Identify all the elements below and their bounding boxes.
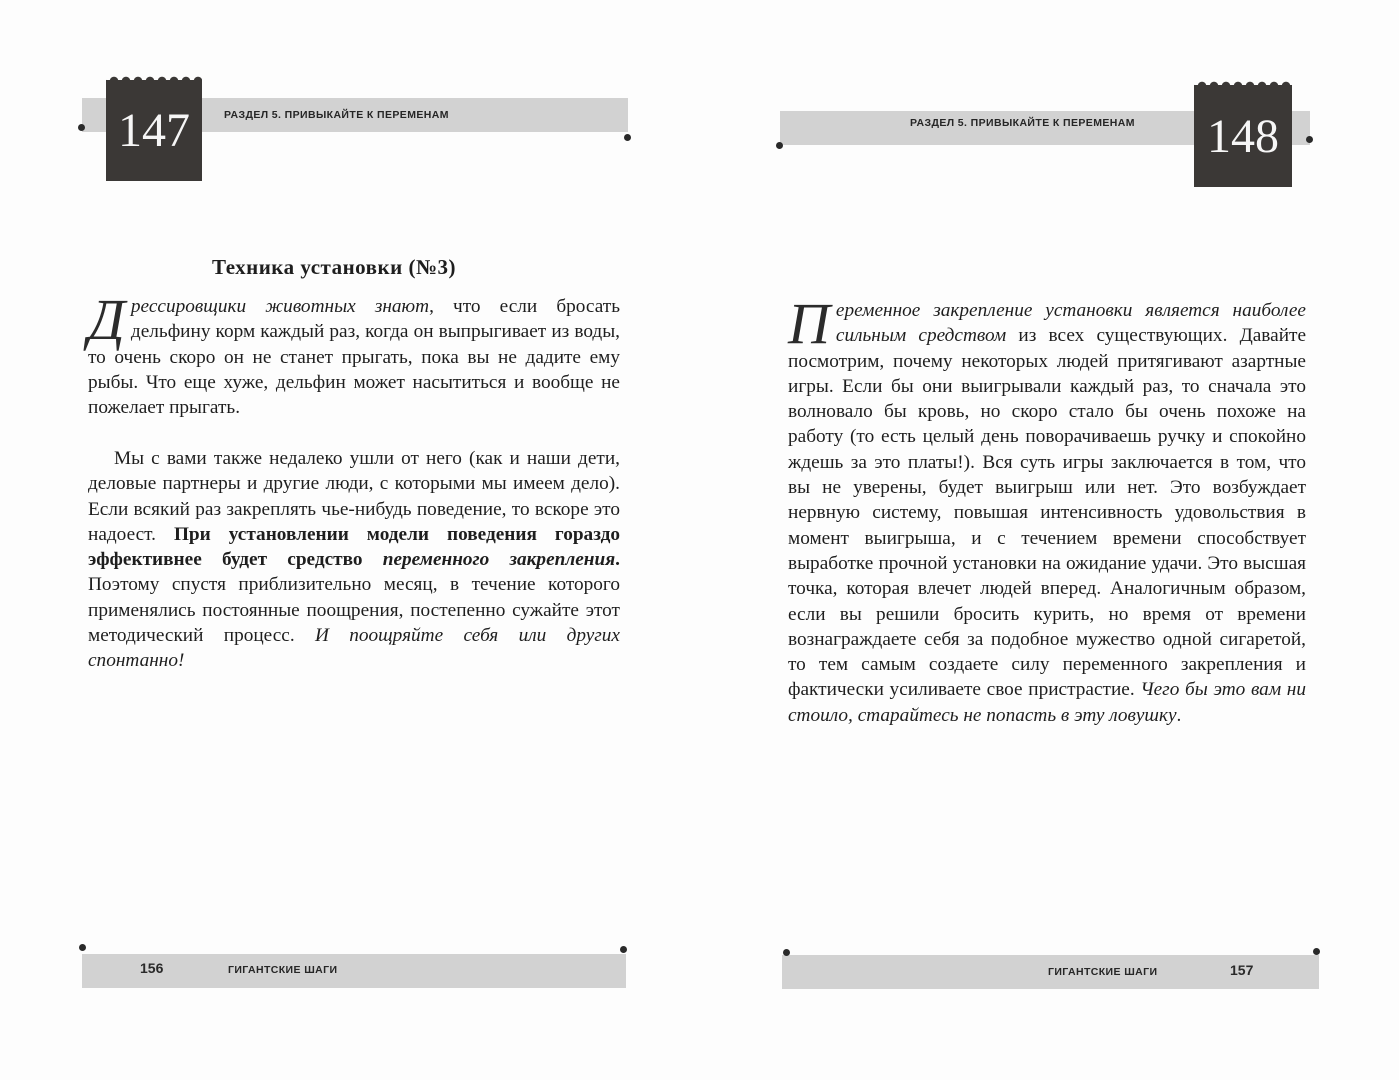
right-page-number-tab <box>1194 85 1292 187</box>
final-period: . <box>1176 704 1182 726</box>
dropcap: Д <box>88 287 125 352</box>
left-header-roll-right <box>624 134 631 141</box>
bold-italic-text: переменного закрепления <box>382 549 616 571</box>
bold-text: При установлении модели поведения гораздо эффективнее будет средство <box>88 523 620 571</box>
left-page-number: 147 <box>118 104 190 157</box>
left-paragraph-1 <box>88 287 620 420</box>
left-footer-roll-left <box>79 944 86 951</box>
tab-teeth <box>1194 77 1292 86</box>
left-header-title: РАЗДЕЛ 5. ПРИВЫКАЙТЕ К ПЕРЕМЕНАМ <box>224 109 449 121</box>
right-header-title: РАЗДЕЛ 5. ПРИВЫКАЙТЕ К ПЕРЕМЕНАМ <box>910 117 1135 129</box>
left-page-number-tab <box>106 80 202 181</box>
right-header-roll-left <box>776 142 783 149</box>
right-header-roll-right <box>1306 136 1313 143</box>
section-title: Техника установки (№3) <box>212 255 457 279</box>
italic-ending: И поощряйте себя или других спонтанно! <box>88 625 620 672</box>
right-footer-roll-right <box>1313 948 1320 955</box>
tab-teeth <box>106 72 202 81</box>
right-footer-roll-left <box>783 949 790 956</box>
italic-ending: Чего бы это вам ни стоило, старайтесь не попасть в эту ловушку <box>788 679 1307 726</box>
left-footer-roll-right <box>620 946 627 953</box>
paragraph-text: , что если бросать дельфину корм каждый раз, когда он выпрыгивает из воды, то очень скоро он не станет прыгать, пока вы не дадите ему рыбы. Что еще хуже, дельфин может насытиться и вообще не пожелает прыгать. <box>88 296 620 419</box>
lead-italic: еременное закрепление установки является наиболее сильным средством <box>835 300 1306 347</box>
paragraph-text-2: Поэтому спустя приблизительно месяц, в течение которого применялись постоянные поощрения, постепенно сужайте этот методический процесс. <box>88 574 620 647</box>
left-paragraph-2 <box>88 446 620 674</box>
right-page-number: 148 <box>1207 109 1279 163</box>
lead-italic: рессировщики животных знают <box>130 296 430 317</box>
paragraph-text: Мы с вами также недалеко ушли от него (как и наши дети, деловые партнеры и другие люди, с которыми мы имеем дело). Если всякий раз закреплять чье-нибудь поведение, то вскоре это надоест. <box>88 448 620 545</box>
left-header-roll-left <box>78 124 85 131</box>
right-footer-page-number: 157 <box>1230 962 1254 978</box>
left-footer-banner <box>82 954 626 988</box>
left-footer-page-number: 156 <box>140 960 164 976</box>
dropcap: П <box>788 291 830 356</box>
right-footer-title: ГИГАНТСКИЕ ШАГИ <box>1048 966 1158 978</box>
right-paragraph-1 <box>788 291 1307 728</box>
bold-text-end: . <box>615 549 620 571</box>
right-footer-banner <box>782 955 1319 989</box>
paragraph-text: из всех существующих. Давайте посмотрим, почему некоторых людей притягивают азартные игры. Если бы они выигрывали каждый раз, то сначала это волновало бы кровь, но скоро стало бы очень похоже на работу (то есть целый день поворачиваешь ручку и спокойно ждешь за это платы!). Вся суть игры заключается в том, что вы не уверены, будет выигрыш или нет. Это возбуждает нервную систему, повышая интенсивность удовольствия в момент выигрыша, и с течением времени способствует выработке прочной установки на ожидание удачи. Это высшая точка, которая влечет людей вперед. Аналогичным образом, если вы решили бросить курить, но время от времени вознаграждаете себя за подобное мужество одной сигаретой, то тем самым создаете силу переменного закрепления и фактически усиливаете свое пристрастие. <box>788 325 1307 701</box>
left-footer-title: ГИГАНТСКИЕ ШАГИ <box>228 964 338 976</box>
